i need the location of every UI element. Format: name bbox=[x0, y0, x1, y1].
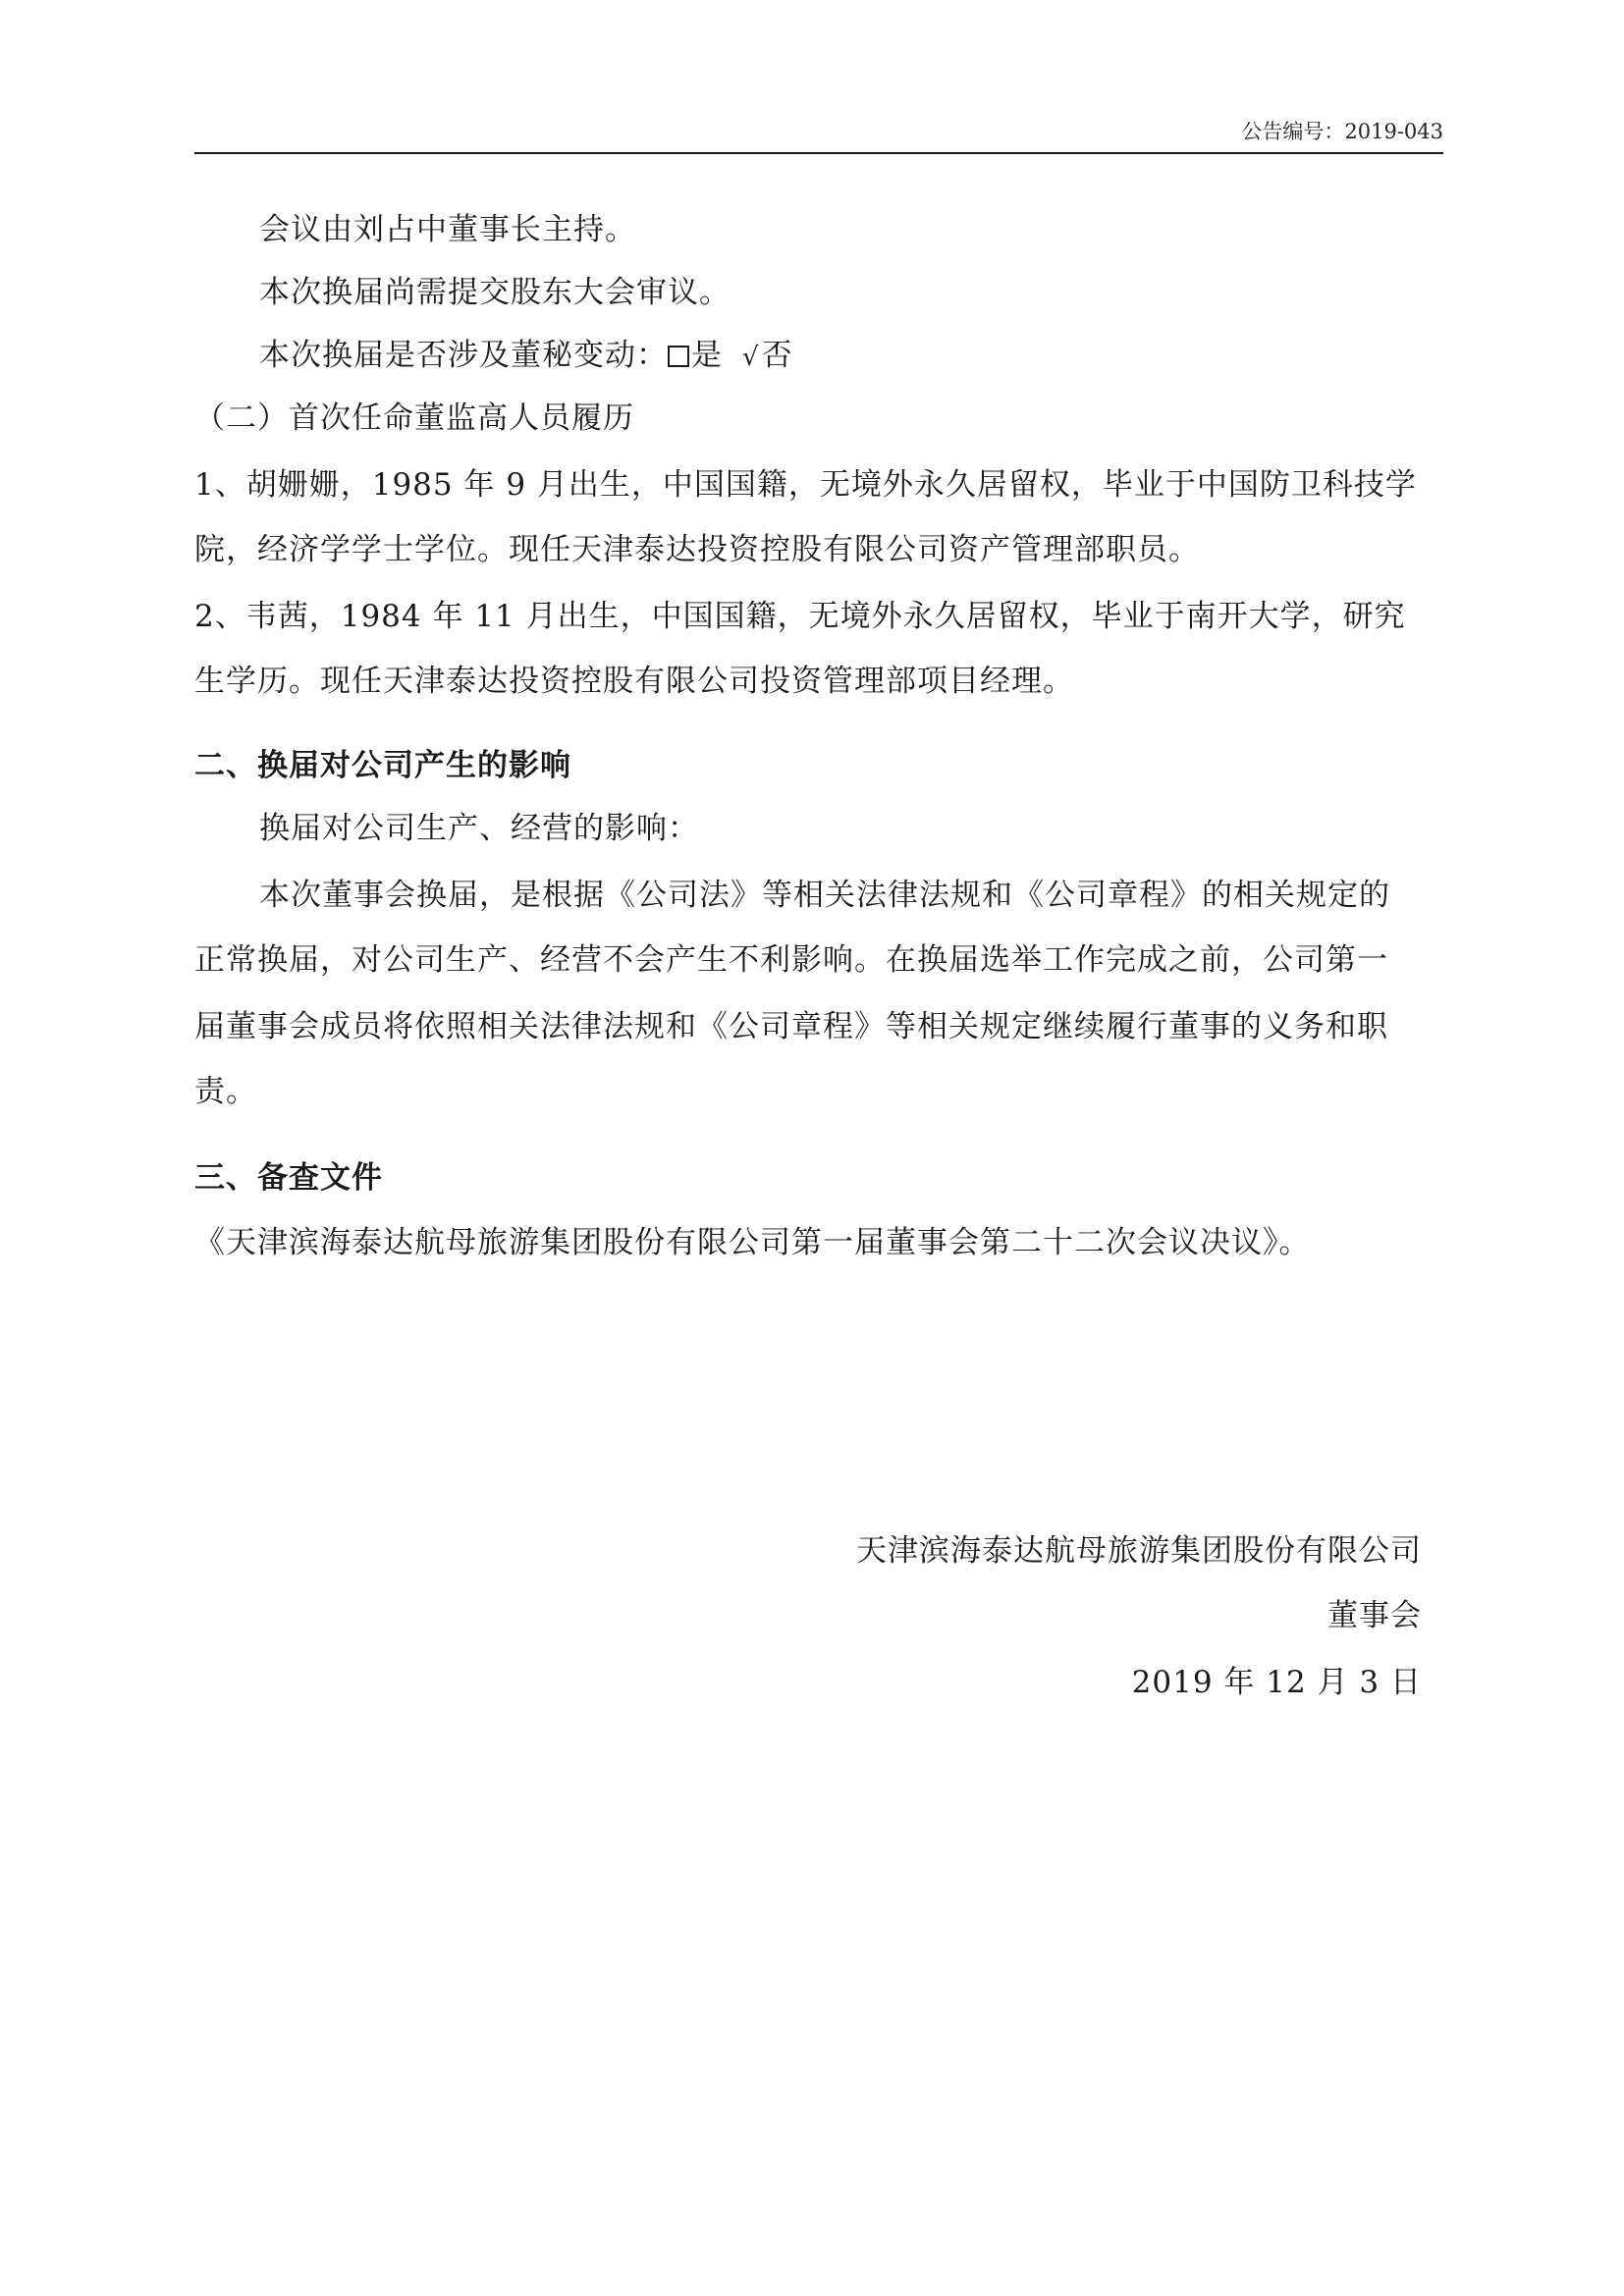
option-yes-label: 是 bbox=[691, 338, 723, 373]
bio-1-line-1: 1、胡姗姗，1985 年 9 月出生，中国国籍，无境外永久居留权，毕业于中国防卫科技学 bbox=[194, 467, 1417, 503]
section-2-body-line-1: 本次董事会换届，是根据《公司法》等相关法律法规和《公司章程》的相关规定的 bbox=[259, 878, 1390, 913]
secretary-change-question: 本次换届是否涉及董秘变动： bbox=[259, 338, 668, 373]
section-2-body-line-4: 责。 bbox=[194, 1074, 257, 1109]
header-rule bbox=[194, 152, 1443, 154]
bio-1-line-2: 院，经济学学士学位。现任天津泰达投资控股有限公司资产管理部职员。 bbox=[194, 532, 1200, 567]
section-2-body-line-3: 届董事会成员将依照相关法律法规和《公司章程》等相关规定继续履行董事的义务和职 bbox=[194, 1009, 1388, 1044]
section-3-title: 三、备查文件 bbox=[194, 1160, 383, 1196]
section-2-intro: 换届对公司生产、经营的影响： bbox=[259, 811, 699, 846]
bio-2-line-1: 2、韦茜，1984 年 11 月出生，中国国籍，无境外永久居留权，毕业于南开大学，研究 bbox=[194, 599, 1406, 634]
page-header bbox=[194, 116, 1443, 155]
signature-date: 2019 年 12 月 3 日 bbox=[1131, 1665, 1422, 1700]
checkmark-icon: √ bbox=[742, 343, 760, 372]
checkbox-yes-icon bbox=[668, 346, 689, 367]
paragraph-secretary-change bbox=[259, 336, 793, 377]
doc-number: 公告编号：2019-043 bbox=[1241, 120, 1443, 143]
section-2-title: 二、换届对公司产生的影响 bbox=[194, 748, 571, 783]
subsection-title-bios: （二）首次任命董监高人员履历 bbox=[194, 400, 634, 436]
signature-company: 天津滨海泰达航母旅游集团股份有限公司 bbox=[856, 1533, 1422, 1569]
signature-board: 董事会 bbox=[1327, 1598, 1422, 1633]
bio-2-line-2: 生学历。现任天津泰达投资控股有限公司投资管理部项目经理。 bbox=[194, 664, 1074, 699]
section-2-body-line-2: 正常换届，对公司生产、经营不会产生不利影响。在换届选举工作完成之前，公司第一 bbox=[194, 942, 1388, 978]
paragraph-chair: 会议由刘占中董事长主持。 bbox=[259, 212, 636, 247]
option-no-label: 否 bbox=[761, 338, 793, 373]
paragraph-review: 本次换届尚需提交股东大会审议。 bbox=[259, 275, 731, 310]
section-3-body: 《天津滨海泰达航母旅游集团股份有限公司第一届董事会第二十二次会议决议》。 bbox=[194, 1225, 1311, 1260]
